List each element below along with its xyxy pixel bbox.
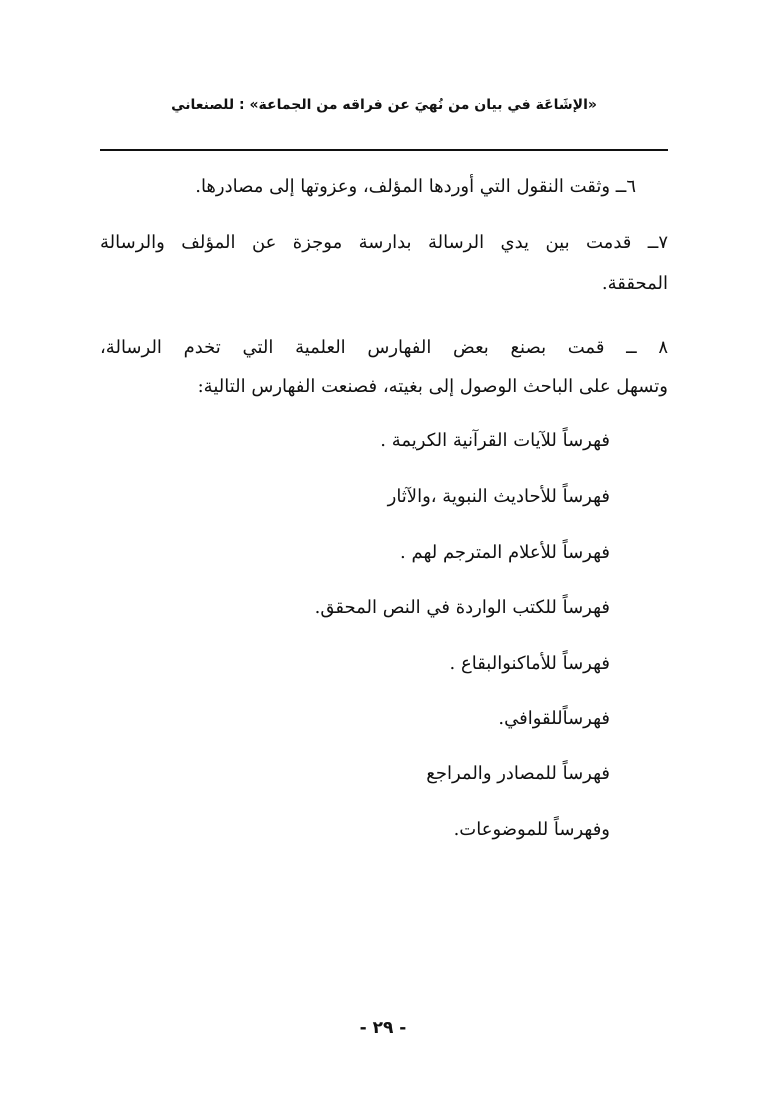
item-8-line-1: ٨ ــ قمت بصنع بعض الفهارس العلمية التي تخدم الرسالة،	[100, 337, 668, 358]
header-rule	[100, 149, 668, 151]
item-6-line: ٦ــ وثقت النقول التي أوردها المؤلف، وعزوتها إلى مصادرها.	[195, 176, 636, 197]
index-item-7: فهرساً للمصادر والمراجع	[426, 763, 610, 784]
index-item-6: فهرساًللقوافي.	[498, 708, 610, 729]
item-8-line-2: وتسهل على الباحث الوصول إلى بغيته، فصنعت الفهارس التالية:	[197, 376, 668, 397]
item-7-line-1: ٧ــ قدمت بين يدي الرسالة بدارسة موجزة عن المؤلف والرسالة	[100, 232, 668, 253]
index-item-4: فهرساً للكتب الواردة في النص المحقق.	[314, 597, 610, 618]
running-header: «الإشَاعَة في بيان من نُهيَ عن فراقه من الجماعة» : للصنعاني	[171, 97, 597, 113]
index-item-5: فهرساً للأماكنوالبقاع .	[449, 653, 610, 674]
index-item-2: فهرساً للأحاديث النبوية ،والآثار	[387, 486, 610, 507]
page-number: - ٢٩ -	[359, 1018, 407, 1038]
index-item-1: فهرساً للآيات القرآنية الكريمة .	[380, 430, 610, 451]
index-item-3: فهرساً للأعلام المترجم لهم .	[400, 542, 610, 563]
index-item-8: وفهرساً للموضوعات.	[453, 819, 610, 840]
item-7-line-2: المحققة.	[601, 273, 668, 294]
